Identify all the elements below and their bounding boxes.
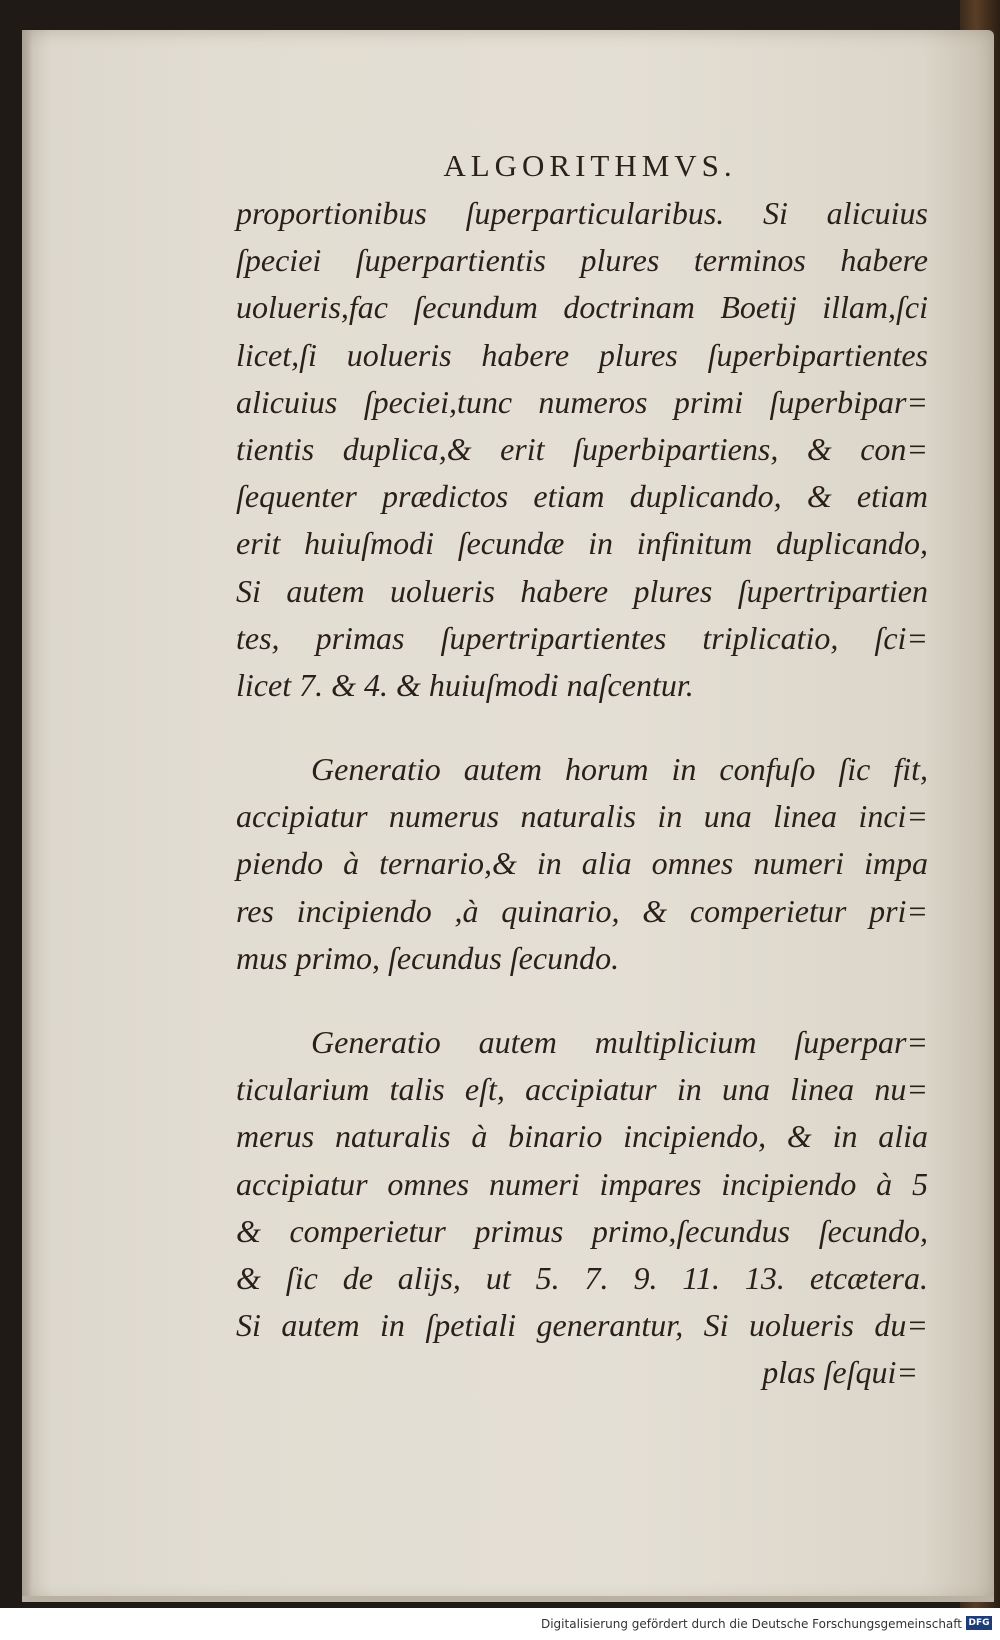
text-line: accipiatur omnes numeri impares incipiendo à 5 bbox=[236, 1165, 928, 1202]
running-head: ALGORITHMVS. bbox=[443, 148, 737, 183]
text-line: res incipiendo ,à quinario, & comperietur pri= bbox=[236, 892, 928, 929]
text-line: erit huiuſmodi ſecundæ in infinitum duplicando, bbox=[236, 525, 928, 562]
text-line: Si autem in ſpetiali generantur, Si uolueris du= bbox=[236, 1307, 928, 1344]
text-line: merus naturalis à binario incipiendo, & in alia bbox=[236, 1118, 928, 1155]
text-line: Generatio autem multiplicium ſuperpar= bbox=[311, 1024, 928, 1060]
text-line: piendo à ternario,& in alia omnes numeri impa bbox=[236, 845, 928, 882]
paragraph-gap bbox=[236, 982, 928, 1019]
text-line: Generatio autem horum in confuſo ſic fit, bbox=[311, 751, 928, 788]
footer-credit-text: Digitalisierung gefördert durch die Deutsche Forschungsgemeinschaft bbox=[540, 1617, 962, 1631]
text-line: Si autem uolueris habere plures ſupertripartien bbox=[236, 572, 928, 609]
page-gutter-shadow bbox=[22, 30, 32, 1602]
text-line: proportionibus ſuperparticularibus. Si alicuius bbox=[236, 195, 928, 231]
text-line: ſequenter prædictos etiam duplicando, & etiam bbox=[236, 478, 928, 515]
text-line: ticularium talis eſt, accipiatur in una linea nu= bbox=[236, 1071, 928, 1108]
catchword: plas ſeſqui= bbox=[762, 1354, 918, 1391]
paragraph-gap bbox=[236, 709, 928, 746]
text-line: licet 7. & 4. & huiuſmodi naſcentur. bbox=[236, 666, 694, 703]
footer-bar bbox=[0, 1608, 1000, 1640]
text-line: & ſic de alijs, ut 5. 7. 9. 11. 13. etcætera. bbox=[236, 1259, 928, 1296]
text-line: tes, primas ſupertripartientes triplicatio, ſci= bbox=[236, 619, 928, 656]
page-bottom-edge bbox=[22, 1596, 994, 1602]
page-text bbox=[236, 190, 928, 1397]
text-line: licet,ſi uolueris habere plures ſuperbipartientes bbox=[236, 336, 928, 373]
text-line: tientis duplica,& erit ſuperbipartiens, & con= bbox=[236, 430, 928, 467]
text-line: ſpeciei ſuperpartientis plures terminos habere bbox=[236, 242, 928, 279]
dfg-logo-icon[interactable]: DFG bbox=[966, 1616, 992, 1630]
text-line: mus primo, ſecundus ſecundo. bbox=[236, 939, 620, 976]
text-line: uolueris,fac ſecundum doctrinam Boetij illam,ſci bbox=[236, 289, 928, 326]
text-line: alicuius ſpeciei,tunc numeros primi ſuperbipar= bbox=[236, 383, 928, 420]
text-line: & comperietur primus primo,ſecundus ſecundo, bbox=[236, 1212, 928, 1249]
text-line: accipiatur numerus naturalis in una linea inci= bbox=[236, 798, 928, 835]
